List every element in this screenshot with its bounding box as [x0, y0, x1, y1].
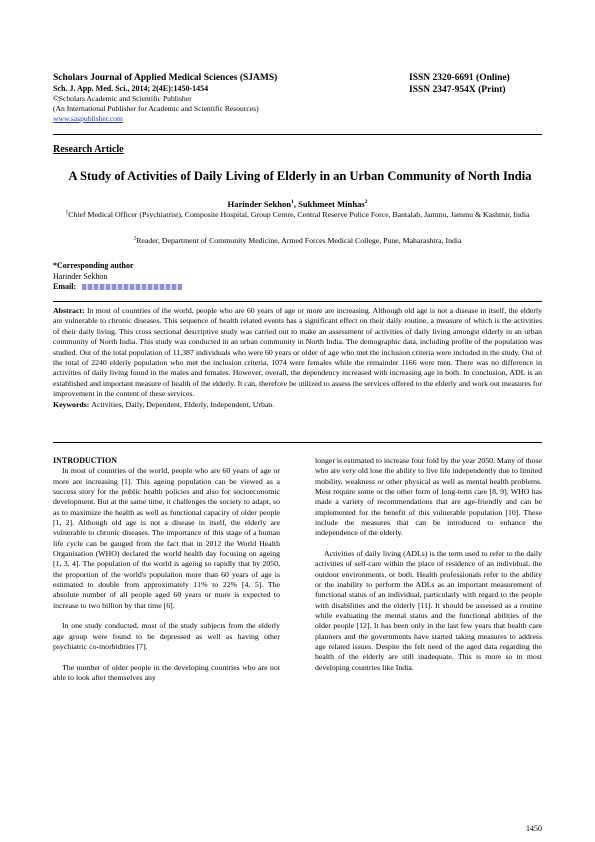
- abstract-top-rule: [53, 301, 542, 302]
- publisher-note: (An International Publisher for Academic and Scientific Resources): [53, 104, 259, 113]
- affiliation-1: [53, 210, 542, 221]
- page-number: 1450: [526, 824, 542, 833]
- body-paragraph: Activities of daily living (ADLs) is the term used to refer to the daily activities of self-care within the place of residence of an individual, the outdoor environments, or both. Health professionals refer to the ability or the inability to perform the ADLs as an important measurement of functional status of an individual, particularly with regard to the people with disabilities and the elderly [11]. It should be assessed as a routine while evaluating the mental status and the functional abilities of the older people [12]. It has been only in the last few years that health care planners and the governments have started taking measures to address age related issues. Despite the felt need of the aged data regarding the health of the elderly are still inadequate. This is more so in most developing countries like India.: [315, 549, 542, 672]
- paper-title: A Study of Activities of Daily Living of Elderly in an Urban Community of North India: [68, 169, 532, 183]
- author-line: [53, 199, 542, 210]
- author-name: Harinder Sekhon: [227, 199, 292, 209]
- email-obscured-image: [82, 284, 182, 290]
- corresponding-author: [53, 261, 353, 293]
- issn-print: ISSN 2347-954X (Print): [409, 85, 506, 95]
- email-label: Email:: [53, 282, 79, 291]
- journal-title: Scholars Journal of Applied Medical Sciences (SJAMS): [53, 73, 278, 83]
- affiliation-mark: 1: [65, 209, 69, 216]
- abstract-block: [53, 306, 542, 410]
- affiliation-mark: 2: [133, 235, 137, 242]
- journal-website-link[interactable]: www.saspublisher.com: [53, 114, 123, 123]
- section-heading-introduction: INTRODUCTION: [53, 456, 118, 465]
- body-paragraph: In one study conducted, most of the study subjects from the elderly age group were found to be depressed as well as having other psychiatric co-morbidities [7].: [53, 621, 280, 652]
- right-column: [315, 456, 542, 673]
- affiliation-text: Reader, Department of Community Medicine, Armed Forces Medical College, Pune, Maharashtra, India: [136, 236, 462, 245]
- author-name: Sukhmeet Minhas: [298, 199, 365, 209]
- body-paragraph: In most of countries of the world, people who are 60 years of age or more are increasing [1]. This ageing population can be viewed as a success story for the public health policies and also for socioeconomic development. But at the same time, it challenges the society to adapt, so as to maximize the health as well as functional capacity of older people [1, 2]. Although old age is not a disease in itself, the elderly are vulnerable to chronic diseases. The importance of this stage of a human life cycle can be gauged from the fact that in 2012 the World Health Organisation (WHO) declared the world health day focusing on ageing [1, 3, 4]. The population of the world is ageing so rapidly that by 2050, the proportion of the world's population more than 60 years of age is estimated to double from approximately 11% to 22% [4, 5]. The absolute number of all people aged 60 years or more is expected to increase to two billion by that time [6].: [53, 466, 280, 610]
- abstract-text: In most of countries of the world, people who are 60 years of age or more are increasing. Although old age is not a disease in itself, the elderly are vulnerable to chronic diseases. This sequence of health related events has a significant effect on their daily routine, a measure of which is the activities of their daily living. This cross sectional descriptive study was carried out to make an assessment of activities of daily living amongst elderly in an urban community of North India. This study was conducted in an urban community in North India. The demographic data, including profile of the population was studied. Out of the total population of 11,387 individuals who were 60 years or older of age who met the inclusion criteria were included in the study. Out of the total of 2240 elderly population who met the inclusion criteria, 1074 were females while the remainder 1166 were men. There was no difference in activities of daily living found in the males and females. However, overall, the dependency increased with increasing age in both. In conclusion, ADL is an established and important measure of health of the elderly. It can, therefore be utilized to assess the services offered to the elderly and work out measures for improvement in the content of these services.: [53, 306, 542, 399]
- copyright-line: ©Scholars Academic and Scientific Publisher: [53, 94, 192, 103]
- header-divider: [53, 134, 542, 135]
- author-affiliation-mark: 1: [291, 199, 294, 206]
- affiliation-2: [53, 236, 542, 247]
- journal-citation: Sch. J. App. Med. Sci., 2014; 2(4E):1450-1454: [53, 84, 209, 93]
- left-column: [53, 456, 280, 683]
- body-paragraph: longer is estimated to increase four fold by the year 2050. Many of those who are very old lose the ability to live life independently due to limited mobility, weakness or other physical as well as mental health problems. Most require some or the other form of long-term care [8, 9]. WHO has made a variety of recommendations that are age-friendly and can be implemented for the benefit of this vulnerable population [10]. These include the measures that can be introduced to enhance the independence of the elderly.: [315, 456, 542, 538]
- affiliation-text: Chief Medical Officer (Psychiatrist), Composite Hospital, Group Centre, Central Reserve Police Force, Bantalab, Jammu, Jammu & Kashmir, India: [68, 210, 530, 219]
- article-type: Research Article: [53, 144, 124, 155]
- corresponding-label: *Corresponding author: [53, 261, 134, 270]
- abstract-label: Abstract:: [53, 306, 87, 315]
- keywords-text: Activities, Daily, Dependent, Elderly, Independent, Urban.: [91, 399, 275, 409]
- author-affiliation-mark: 2: [364, 199, 368, 206]
- issn-online: ISSN 2320-6691 (Online): [409, 73, 510, 83]
- corresponding-name: Harinder Sekhon: [53, 271, 108, 281]
- body-paragraph: The number of older people in the developing countries who are not able to look after themselves any: [53, 662, 280, 683]
- abstract-bottom-rule: [53, 442, 542, 443]
- keywords-label: Keywords:: [53, 399, 92, 409]
- author-separator: ,: [293, 199, 299, 209]
- journal-header: [53, 72, 543, 124]
